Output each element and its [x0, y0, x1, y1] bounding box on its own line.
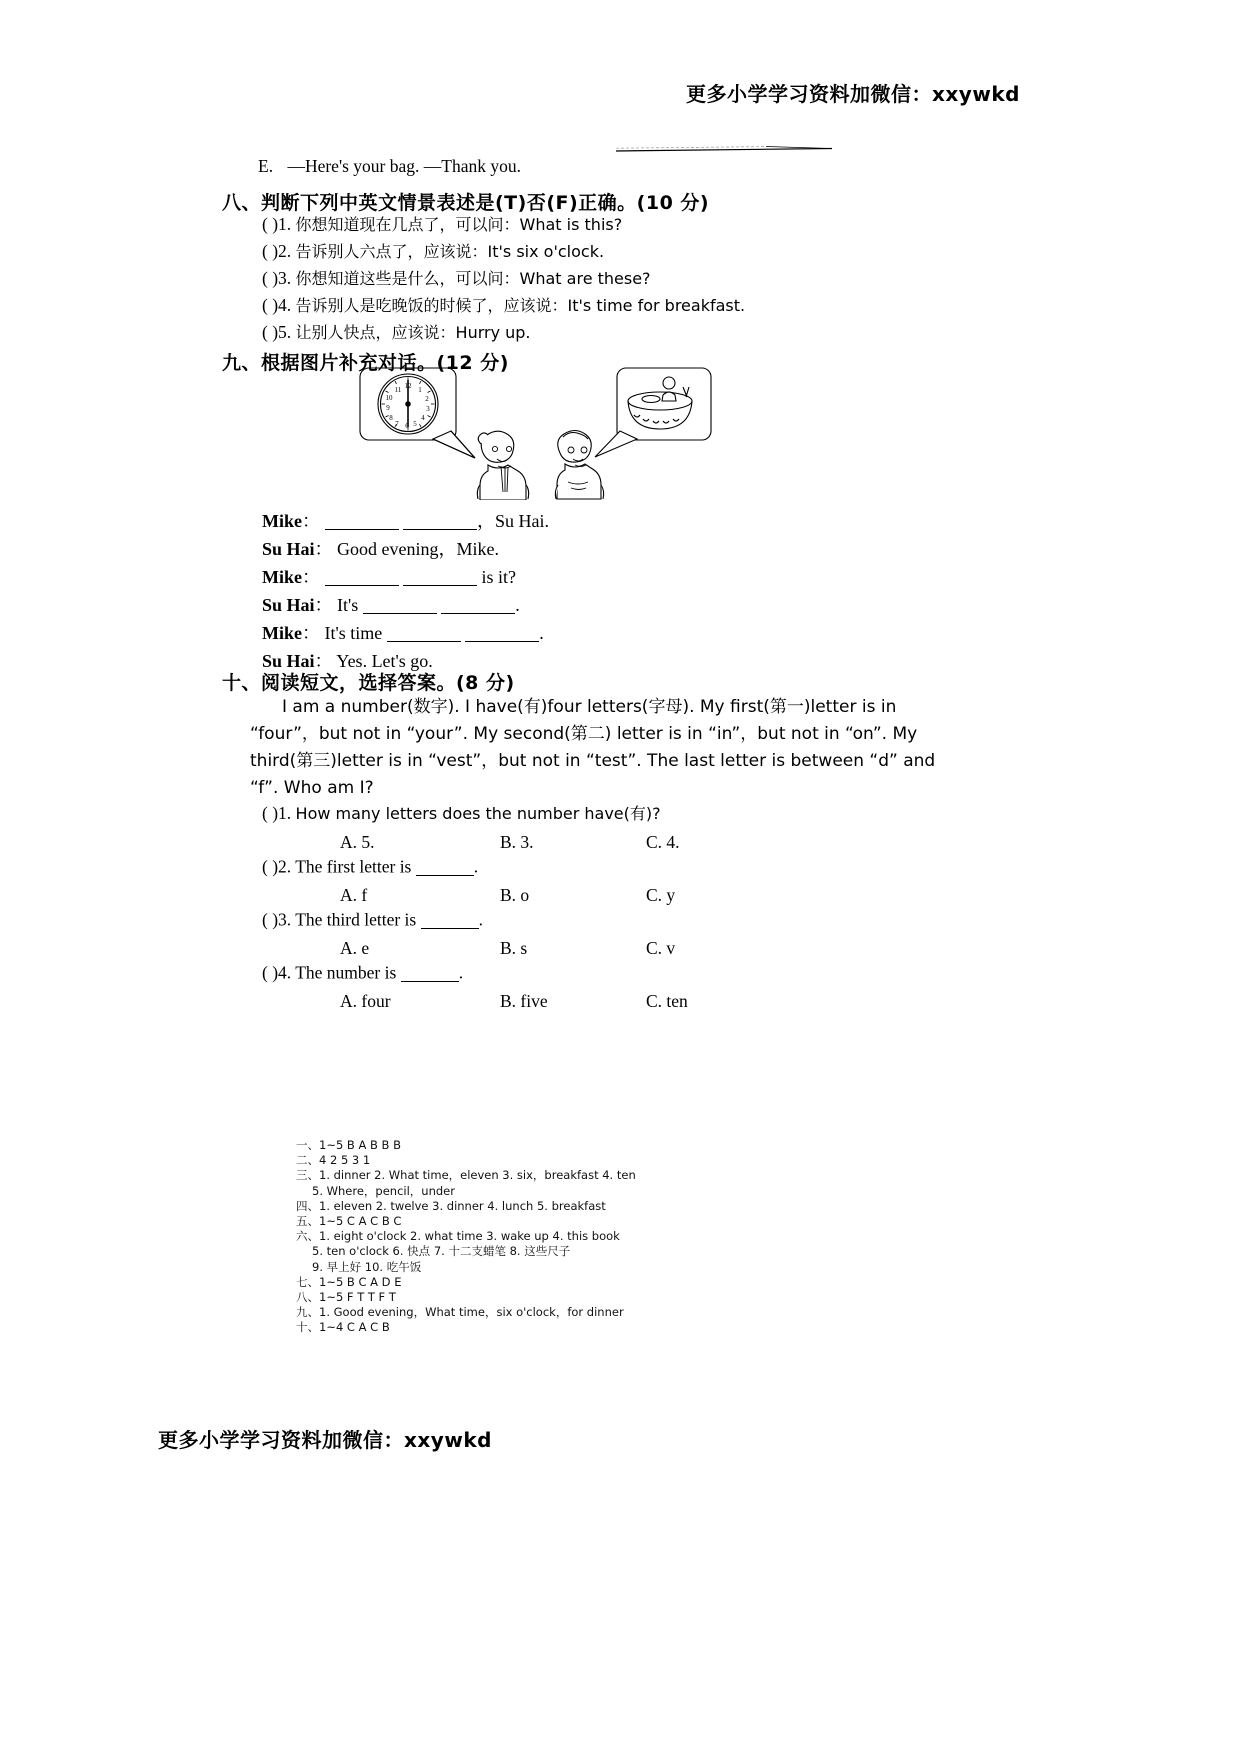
answer-line: 七、1~5 B C A D E [296, 1274, 402, 1289]
option-b[interactable]: B. five [500, 991, 548, 1011]
svg-text:7: 7 [395, 420, 399, 428]
svg-text:12: 12 [404, 382, 412, 390]
answer-line: 5. ten o'clock 6. 快点 7. 十二支蜡笔 8. 这些尺子 [312, 1244, 571, 1259]
answer-line: 5. Where，pencil，under [312, 1183, 455, 1198]
option-b[interactable]: B. s [500, 938, 528, 958]
question-3-options [340, 938, 675, 959]
dialogue-post: . [539, 623, 544, 643]
option-b[interactable]: B. 3. [500, 832, 534, 852]
question-stem-end: . [478, 909, 483, 930]
tf-text: 让别人快点，应该说：Hurry up. [295, 323, 531, 342]
passage-line-4: “f”. Who am I? [250, 778, 374, 798]
question-stem-end: . [458, 962, 464, 983]
tf-text: 你想知道现在几点了，可以问：What is this? [295, 215, 623, 234]
svg-text:11: 11 [394, 386, 402, 394]
dialogue-illustration [355, 365, 715, 500]
svg-text:2: 2 [425, 395, 429, 403]
question-bracket[interactable]: ( ) [262, 909, 279, 930]
dialogue-speaker: Su Hai [262, 595, 315, 615]
dialogue-pre: It's time [324, 623, 387, 643]
dialogue-speaker: Su Hai [262, 539, 315, 559]
question-2 [262, 858, 478, 876]
dialogue-blank[interactable] [403, 568, 477, 586]
dialogue-line-2 [262, 535, 499, 561]
carryover-line [258, 158, 521, 176]
dialogue-speaker: Mike [262, 511, 302, 531]
section-eight-heading: 八、判断下列中英文情景表述是(T)否(F)正确。(10 分) [222, 192, 710, 214]
question-number: 4. [278, 962, 292, 983]
question-4-options [340, 991, 688, 1012]
tf-number: 1. [278, 214, 292, 234]
tf-number: 4. [278, 295, 292, 315]
dialogue-speaker: Su Hai [262, 651, 315, 671]
question-2-options [340, 885, 675, 906]
dialogue-pre: Good evening，Mike. [337, 539, 500, 559]
option-c[interactable]: C. ten [646, 991, 688, 1011]
svg-text:5: 5 [413, 420, 417, 428]
tf-item-5 [262, 324, 531, 342]
option-c[interactable]: C. v [646, 938, 676, 958]
answer-line: 六、1. eight o'clock 2. what time 3. wake up 4. this book [296, 1229, 620, 1244]
tf-number: 3. [278, 268, 292, 288]
answer-line: 五、1~5 C A C B C [296, 1214, 402, 1229]
option-c[interactable]: C. 4. [646, 832, 680, 852]
carryover-text: —Here's your bag. —Thank you. [287, 156, 521, 176]
option-c[interactable]: C. y [646, 885, 676, 905]
tf-item-3 [262, 270, 651, 288]
tf-text: 告诉别人六点了，应该说：It's six o'clock. [295, 242, 605, 261]
question-bracket[interactable]: ( ) [262, 962, 279, 983]
passage-line-2: “four”，but not in “your”. My second(第二) letter is in “in”，but not in “on”. My [250, 724, 918, 744]
answer-line: 十、1~4 C A C B [296, 1320, 390, 1335]
question-number: 3. [278, 909, 292, 930]
tf-item-2 [262, 243, 604, 261]
svg-text:10: 10 [385, 394, 393, 402]
answer-line: 9. 早上好 10. 吃午饭 [312, 1259, 422, 1274]
dialogue-speaker: Mike [262, 567, 302, 587]
question-3 [262, 911, 483, 929]
tf-text: 你想知道这些是什么，可以问：What are these? [295, 269, 651, 288]
dialogue-separator: ： [302, 511, 320, 531]
svg-text:4: 4 [421, 414, 425, 422]
section-ten-heading: 十、阅读短文，选择答案。(8 分) [222, 672, 515, 694]
dialogue-separator: ： [314, 651, 333, 671]
question-1-options [340, 832, 680, 853]
answer-line: 三、1. dinner 2. What time，eleven 3. six，breakfast 4. ten [296, 1168, 636, 1183]
watermark-bottom: 更多小学学习资料加微信：xxywkd [158, 1428, 492, 1452]
question-blank[interactable] [421, 911, 479, 929]
dialogue-pre: Yes. Let's go. [336, 651, 433, 671]
svg-text:3: 3 [426, 405, 430, 413]
option-b[interactable]: B. o [500, 885, 530, 905]
question-blank[interactable] [416, 858, 474, 876]
passage-line-3: third(第三)letter is in “vest”，but not in “test”. The last letter is between “d” and [250, 751, 936, 771]
dialogue-post: is it? [477, 567, 516, 587]
question-4 [262, 964, 463, 982]
carryover-label: E. [258, 156, 274, 176]
question-1 [262, 805, 661, 823]
question-stem-end: . [473, 856, 479, 877]
svg-text:6: 6 [405, 422, 409, 430]
dialogue-blank[interactable] [403, 512, 477, 530]
tf-bracket[interactable]: ( ) [262, 214, 279, 234]
svg-text:8: 8 [389, 414, 393, 422]
dialogue-separator: ： [314, 595, 333, 615]
dialogue-post: ，Su Hai. [477, 511, 549, 531]
dialogue-blank[interactable] [325, 568, 399, 586]
option-a[interactable]: A. f [340, 885, 368, 905]
tf-text: 告诉别人是吃晚饭的时候了，应该说：It's time for breakfast. [295, 296, 746, 315]
dialogue-post: . [515, 595, 520, 615]
tf-bracket[interactable]: ( ) [262, 295, 279, 315]
question-stem: The first letter is [295, 856, 416, 877]
svg-text:1: 1 [418, 386, 422, 394]
tf-item-1 [262, 216, 622, 234]
dialogue-separator: ： [302, 567, 320, 587]
dialogue-line-5 [262, 619, 544, 645]
dialogue-line-3 [262, 563, 516, 589]
dialogue-blank[interactable] [387, 624, 461, 642]
option-a[interactable]: A. 5. [340, 832, 375, 852]
dialogue-separator: ： [314, 539, 333, 559]
dialogue-line-1 [262, 507, 549, 533]
option-a[interactable]: A. e [340, 938, 370, 958]
dialogue-speaker: Mike [262, 623, 302, 643]
passage-line-1: I am a number(数字). I have(有)four letters(字母). My first(第一)letter is in [282, 697, 897, 717]
answer-key [296, 1138, 636, 1336]
dialogue-blank[interactable] [465, 624, 539, 642]
answer-line: 二、4 2 5 3 1 [296, 1153, 371, 1168]
dialogue-blank[interactable] [325, 512, 399, 530]
question-blank[interactable] [401, 964, 459, 982]
question-stem: How many letters does the number have(有)? [295, 804, 661, 823]
question-bracket[interactable]: ( ) [262, 803, 279, 823]
tf-bracket[interactable]: ( ) [262, 268, 279, 288]
dialogue-blank[interactable] [441, 596, 515, 614]
tf-bracket[interactable]: ( ) [262, 322, 279, 342]
stray-rule-artifact [616, 146, 834, 152]
dialogue-separator: ： [302, 623, 320, 643]
dialogue-pre: It's [337, 595, 363, 615]
answer-line: 一、1~5 B A B B B [296, 1138, 401, 1152]
svg-text:9: 9 [386, 404, 390, 412]
question-number: 2. [278, 856, 292, 877]
tf-number: 2. [278, 241, 292, 261]
tf-number: 5. [278, 322, 292, 342]
dialogue-line-4 [262, 591, 520, 617]
question-bracket[interactable]: ( ) [262, 856, 279, 877]
question-stem: The third letter is [295, 909, 421, 930]
answer-line: 八、1~5 F T T F T [296, 1290, 396, 1305]
dialogue-blank[interactable] [363, 596, 437, 614]
question-stem: The number is [295, 962, 401, 983]
answer-line: 四、1. eleven 2. twelve 3. dinner 4. lunch 5. breakfast [296, 1198, 606, 1213]
question-number: 1. [278, 803, 292, 823]
tf-bracket[interactable]: ( ) [262, 241, 279, 261]
option-a[interactable]: A. four [340, 991, 391, 1011]
watermark-top: 更多小学学习资料加微信：xxywkd [686, 82, 1020, 106]
section-nine-heading: 九、根据图片补充对话。(12 分) [222, 352, 509, 374]
tf-item-4 [262, 297, 745, 315]
answer-line: 九、1. Good evening，What time，six o'clock，for dinner [296, 1305, 624, 1320]
